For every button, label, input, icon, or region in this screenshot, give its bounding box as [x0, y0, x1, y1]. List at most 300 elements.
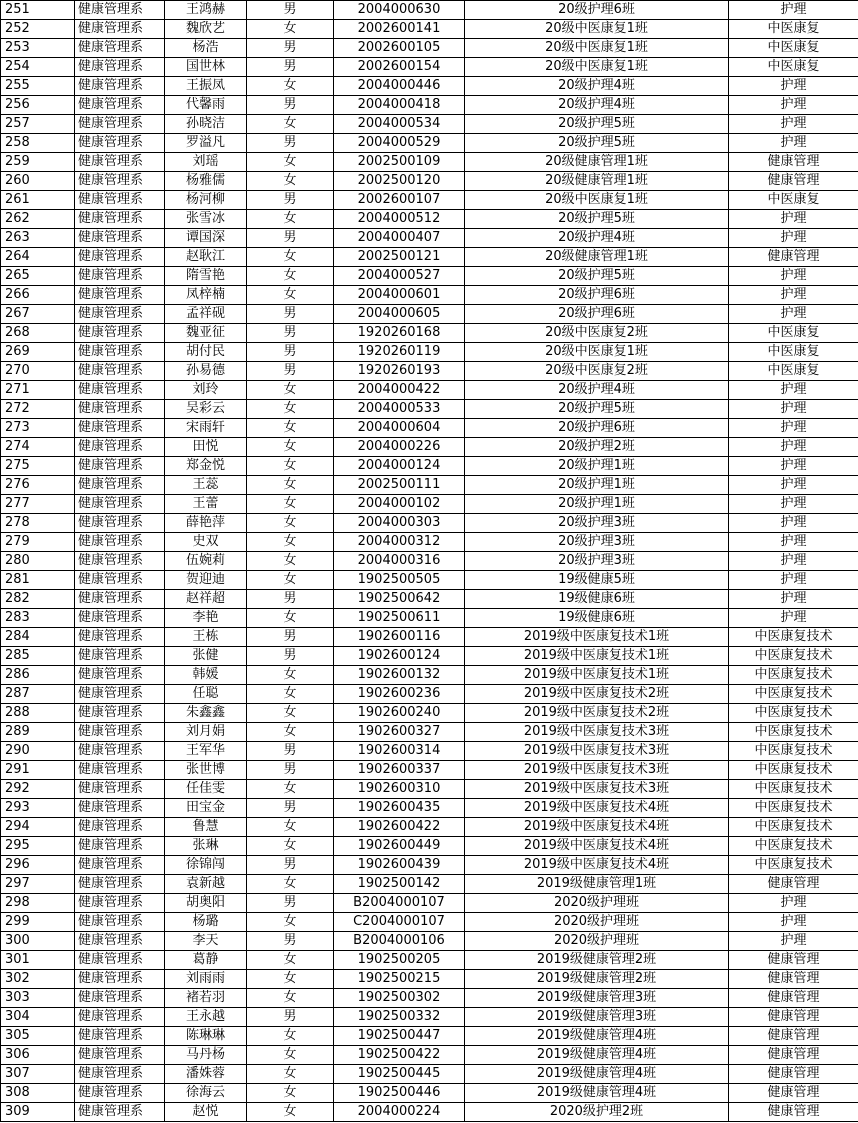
student-id-cell: 1902600236 — [334, 685, 465, 704]
class-cell: 20级中医康复1班 — [465, 20, 729, 39]
department-cell: 健康管理系 — [75, 628, 165, 647]
name-cell: 杨河柳 — [165, 191, 247, 210]
student-id-cell: 2004000224 — [334, 1103, 465, 1122]
major-cell: 护理 — [729, 400, 858, 419]
major-cell: 中医康复技术 — [729, 780, 858, 799]
table-row — [1, 799, 858, 818]
row-number-cell: 277 — [1, 495, 75, 514]
class-cell: 2019级中医康复技术3班 — [465, 723, 729, 742]
major-cell: 中医康复技术 — [729, 742, 858, 761]
major-cell: 中医康复技术 — [729, 666, 858, 685]
table-row — [1, 172, 858, 191]
name-cell: 魏欣艺 — [165, 20, 247, 39]
row-number-cell: 266 — [1, 286, 75, 305]
major-cell: 健康管理 — [729, 1008, 858, 1027]
name-cell: 史双 — [165, 533, 247, 552]
student-id-cell: 1902600422 — [334, 818, 465, 837]
department-cell: 健康管理系 — [75, 1, 165, 20]
row-number-cell: 279 — [1, 533, 75, 552]
gender-cell: 女 — [247, 115, 334, 134]
row-number-cell: 287 — [1, 685, 75, 704]
table-row — [1, 476, 858, 495]
row-number-cell: 268 — [1, 324, 75, 343]
name-cell: 王蕾 — [165, 495, 247, 514]
class-cell: 20级护理6班 — [465, 305, 729, 324]
table-row — [1, 1046, 858, 1065]
student-id-cell: 1902500445 — [334, 1065, 465, 1084]
class-cell: 2019级健康管理2班 — [465, 951, 729, 970]
department-cell: 健康管理系 — [75, 552, 165, 571]
department-cell: 健康管理系 — [75, 533, 165, 552]
name-cell: 张世博 — [165, 761, 247, 780]
name-cell: 王鸿赫 — [165, 1, 247, 20]
name-cell: 胡奥阳 — [165, 894, 247, 913]
row-number-cell: 307 — [1, 1065, 75, 1084]
row-number-cell: 309 — [1, 1103, 75, 1122]
department-cell: 健康管理系 — [75, 495, 165, 514]
gender-cell: 男 — [247, 58, 334, 77]
student-id-cell: 2004000102 — [334, 495, 465, 514]
row-number-cell: 258 — [1, 134, 75, 153]
table-row — [1, 723, 858, 742]
gender-cell: 女 — [247, 400, 334, 419]
student-id-cell: 2004000601 — [334, 286, 465, 305]
department-cell: 健康管理系 — [75, 286, 165, 305]
major-cell: 健康管理 — [729, 1103, 858, 1122]
gender-cell: 女 — [247, 685, 334, 704]
gender-cell: 女 — [247, 609, 334, 628]
gender-cell: 女 — [247, 20, 334, 39]
major-cell: 护理 — [729, 381, 858, 400]
table-row — [1, 400, 858, 419]
student-id-cell: C2004000107 — [334, 913, 465, 932]
class-cell: 20级护理4班 — [465, 77, 729, 96]
row-number-cell: 282 — [1, 590, 75, 609]
table-row — [1, 628, 858, 647]
department-cell: 健康管理系 — [75, 932, 165, 951]
major-cell: 中医康复 — [729, 58, 858, 77]
gender-cell: 男 — [247, 856, 334, 875]
row-number-cell: 305 — [1, 1027, 75, 1046]
gender-cell: 男 — [247, 1, 334, 20]
class-cell: 20级护理4班 — [465, 96, 729, 115]
row-number-cell: 264 — [1, 248, 75, 267]
gender-cell: 女 — [247, 837, 334, 856]
department-cell: 健康管理系 — [75, 1027, 165, 1046]
major-cell: 健康管理 — [729, 172, 858, 191]
department-cell: 健康管理系 — [75, 381, 165, 400]
department-cell: 健康管理系 — [75, 343, 165, 362]
department-cell: 健康管理系 — [75, 514, 165, 533]
major-cell: 中医康复 — [729, 191, 858, 210]
name-cell: 刘瑶 — [165, 153, 247, 172]
table-row — [1, 438, 858, 457]
class-cell: 20级中医康复1班 — [465, 191, 729, 210]
row-number-cell: 301 — [1, 951, 75, 970]
table-row — [1, 1008, 858, 1027]
gender-cell: 男 — [247, 894, 334, 913]
gender-cell: 男 — [247, 134, 334, 153]
gender-cell: 女 — [247, 514, 334, 533]
table-row — [1, 590, 858, 609]
table-row — [1, 856, 858, 875]
major-cell: 中医康复 — [729, 343, 858, 362]
department-cell: 健康管理系 — [75, 476, 165, 495]
row-number-cell: 261 — [1, 191, 75, 210]
student-id-cell: 1902600327 — [334, 723, 465, 742]
department-cell: 健康管理系 — [75, 742, 165, 761]
class-cell: 2019级中医康复技术4班 — [465, 799, 729, 818]
major-cell: 健康管理 — [729, 951, 858, 970]
gender-cell: 男 — [247, 1008, 334, 1027]
row-number-cell: 289 — [1, 723, 75, 742]
major-cell: 健康管理 — [729, 248, 858, 267]
row-number-cell: 254 — [1, 58, 75, 77]
class-cell: 2019级健康管理1班 — [465, 875, 729, 894]
row-number-cell: 292 — [1, 780, 75, 799]
student-id-cell: 2004000124 — [334, 457, 465, 476]
gender-cell: 女 — [247, 875, 334, 894]
name-cell: 郑金悦 — [165, 457, 247, 476]
name-cell: 王振凤 — [165, 77, 247, 96]
gender-cell: 女 — [247, 1103, 334, 1122]
class-cell: 20级护理5班 — [465, 115, 729, 134]
major-cell: 中医康复 — [729, 362, 858, 381]
department-cell: 健康管理系 — [75, 818, 165, 837]
student-id-cell: 2004000418 — [334, 96, 465, 115]
table-row — [1, 913, 858, 932]
row-number-cell: 294 — [1, 818, 75, 837]
class-cell: 20级护理6班 — [465, 286, 729, 305]
name-cell: 赵悦 — [165, 1103, 247, 1122]
student-id-cell: 1902500422 — [334, 1046, 465, 1065]
name-cell: 袁新越 — [165, 875, 247, 894]
row-number-cell: 296 — [1, 856, 75, 875]
table-row — [1, 419, 858, 438]
class-cell: 2020级护理班 — [465, 932, 729, 951]
row-number-cell: 265 — [1, 267, 75, 286]
gender-cell: 女 — [247, 951, 334, 970]
student-id-cell: 1902600435 — [334, 799, 465, 818]
major-cell: 护理 — [729, 77, 858, 96]
name-cell: 罗溢凡 — [165, 134, 247, 153]
row-number-cell: 269 — [1, 343, 75, 362]
name-cell: 宋雨轩 — [165, 419, 247, 438]
row-number-cell: 298 — [1, 894, 75, 913]
table-row — [1, 1084, 858, 1103]
name-cell: 杨璐 — [165, 913, 247, 932]
class-cell: 2019级中医康复技术4班 — [465, 837, 729, 856]
class-cell: 2019级中医康复技术2班 — [465, 685, 729, 704]
row-number-cell: 291 — [1, 761, 75, 780]
gender-cell: 男 — [247, 932, 334, 951]
row-number-cell: 306 — [1, 1046, 75, 1065]
class-cell: 20级中医康复1班 — [465, 39, 729, 58]
department-cell: 健康管理系 — [75, 153, 165, 172]
gender-cell: 女 — [247, 1027, 334, 1046]
department-cell: 健康管理系 — [75, 324, 165, 343]
name-cell: 凤梓楠 — [165, 286, 247, 305]
class-cell: 2019级健康管理4班 — [465, 1027, 729, 1046]
department-cell: 健康管理系 — [75, 191, 165, 210]
student-id-cell: 1902500611 — [334, 609, 465, 628]
major-cell: 护理 — [729, 210, 858, 229]
table-row — [1, 229, 858, 248]
class-cell: 2020级护理班 — [465, 913, 729, 932]
major-cell: 护理 — [729, 286, 858, 305]
student-id-cell: 1902500332 — [334, 1008, 465, 1027]
major-cell: 护理 — [729, 533, 858, 552]
major-cell: 中医康复技术 — [729, 818, 858, 837]
student-id-cell: 1902500302 — [334, 989, 465, 1008]
class-cell: 2019级健康管理3班 — [465, 1008, 729, 1027]
row-number-cell: 257 — [1, 115, 75, 134]
class-cell: 2019级中医康复技术1班 — [465, 666, 729, 685]
student-id-cell: 1920260193 — [334, 362, 465, 381]
gender-cell: 女 — [247, 77, 334, 96]
gender-cell: 男 — [247, 590, 334, 609]
student-id-cell: 2004000630 — [334, 1, 465, 20]
department-cell: 健康管理系 — [75, 267, 165, 286]
gender-cell: 女 — [247, 913, 334, 932]
name-cell: 魏亚征 — [165, 324, 247, 343]
student-id-cell: 2004000422 — [334, 381, 465, 400]
class-cell: 19级健康6班 — [465, 609, 729, 628]
table-row — [1, 115, 858, 134]
department-cell: 健康管理系 — [75, 856, 165, 875]
table-row — [1, 1103, 858, 1122]
class-cell: 2019级中医康复技术3班 — [465, 761, 729, 780]
name-cell: 刘雨雨 — [165, 970, 247, 989]
name-cell: 薛艳萍 — [165, 514, 247, 533]
table-row — [1, 533, 858, 552]
department-cell: 健康管理系 — [75, 172, 165, 191]
class-cell: 2020级护理班 — [465, 894, 729, 913]
student-id-cell: 2002600141 — [334, 20, 465, 39]
table-row — [1, 210, 858, 229]
name-cell: 胡付民 — [165, 343, 247, 362]
table-row — [1, 305, 858, 324]
row-number-cell: 263 — [1, 229, 75, 248]
class-cell: 2019级中医康复技术4班 — [465, 818, 729, 837]
table-row — [1, 875, 858, 894]
student-id-cell: 1902600310 — [334, 780, 465, 799]
department-cell: 健康管理系 — [75, 666, 165, 685]
student-id-cell: B2004000107 — [334, 894, 465, 913]
major-cell: 护理 — [729, 267, 858, 286]
table-row — [1, 571, 858, 590]
name-cell: 赵耿江 — [165, 248, 247, 267]
name-cell: 任聪 — [165, 685, 247, 704]
name-cell: 刘玲 — [165, 381, 247, 400]
row-number-cell: 300 — [1, 932, 75, 951]
name-cell: 赵祥超 — [165, 590, 247, 609]
table-row — [1, 552, 858, 571]
table-row — [1, 1065, 858, 1084]
table-row — [1, 324, 858, 343]
class-cell: 19级健康5班 — [465, 571, 729, 590]
table-row — [1, 96, 858, 115]
department-cell: 健康管理系 — [75, 96, 165, 115]
major-cell: 护理 — [729, 438, 858, 457]
class-cell: 20级护理4班 — [465, 381, 729, 400]
table-row — [1, 267, 858, 286]
major-cell: 健康管理 — [729, 1046, 858, 1065]
gender-cell: 女 — [247, 989, 334, 1008]
table-row — [1, 647, 858, 666]
department-cell: 健康管理系 — [75, 837, 165, 856]
name-cell: 张雪冰 — [165, 210, 247, 229]
name-cell: 谭国深 — [165, 229, 247, 248]
row-number-cell: 302 — [1, 970, 75, 989]
row-number-cell: 259 — [1, 153, 75, 172]
class-cell: 2019级中医康复技术3班 — [465, 780, 729, 799]
major-cell: 护理 — [729, 552, 858, 571]
student-id-cell: 1920260168 — [334, 324, 465, 343]
class-cell: 2019级健康管理3班 — [465, 989, 729, 1008]
row-number-cell: 262 — [1, 210, 75, 229]
major-cell: 中医康复技术 — [729, 856, 858, 875]
table-row — [1, 1, 858, 20]
gender-cell: 女 — [247, 172, 334, 191]
class-cell: 20级中医康复2班 — [465, 362, 729, 381]
table-row — [1, 286, 858, 305]
name-cell: 潘姝蓉 — [165, 1065, 247, 1084]
gender-cell: 女 — [247, 381, 334, 400]
table-row — [1, 704, 858, 723]
table-row — [1, 343, 858, 362]
department-cell: 健康管理系 — [75, 723, 165, 742]
student-id-cell: 2004000312 — [334, 533, 465, 552]
student-id-cell: 1902500205 — [334, 951, 465, 970]
row-number-cell: 273 — [1, 419, 75, 438]
row-number-cell: 303 — [1, 989, 75, 1008]
gender-cell: 女 — [247, 818, 334, 837]
table-row — [1, 742, 858, 761]
name-cell: 孟祥砚 — [165, 305, 247, 324]
row-number-cell: 293 — [1, 799, 75, 818]
gender-cell: 男 — [247, 647, 334, 666]
class-cell: 20级中医康复1班 — [465, 58, 729, 77]
class-cell: 2019级中医康复技术2班 — [465, 704, 729, 723]
department-cell: 健康管理系 — [75, 609, 165, 628]
department-cell: 健康管理系 — [75, 20, 165, 39]
gender-cell: 男 — [247, 324, 334, 343]
major-cell: 护理 — [729, 419, 858, 438]
student-id-cell: 2002600154 — [334, 58, 465, 77]
table-row — [1, 818, 858, 837]
gender-cell: 女 — [247, 1046, 334, 1065]
student-id-cell: 1902500142 — [334, 875, 465, 894]
student-id-cell: 2002500120 — [334, 172, 465, 191]
department-cell: 健康管理系 — [75, 1008, 165, 1027]
student-id-cell: 1902500642 — [334, 590, 465, 609]
student-id-cell: 2004000604 — [334, 419, 465, 438]
name-cell: 田悦 — [165, 438, 247, 457]
class-cell: 20级护理4班 — [465, 229, 729, 248]
department-cell: 健康管理系 — [75, 39, 165, 58]
class-cell: 20级护理2班 — [465, 438, 729, 457]
table-row — [1, 837, 858, 856]
department-cell: 健康管理系 — [75, 951, 165, 970]
student-id-cell: 2004000527 — [334, 267, 465, 286]
department-cell: 健康管理系 — [75, 134, 165, 153]
gender-cell: 女 — [247, 248, 334, 267]
name-cell: 李艳 — [165, 609, 247, 628]
department-cell: 健康管理系 — [75, 362, 165, 381]
class-cell: 20级护理1班 — [465, 476, 729, 495]
gender-cell: 男 — [247, 761, 334, 780]
major-cell: 护理 — [729, 609, 858, 628]
table-row — [1, 58, 858, 77]
gender-cell: 女 — [247, 552, 334, 571]
gender-cell: 女 — [247, 780, 334, 799]
class-cell: 2019级中医康复技术1班 — [465, 628, 729, 647]
row-number-cell: 251 — [1, 1, 75, 20]
row-number-cell: 284 — [1, 628, 75, 647]
class-cell: 2019级健康管理2班 — [465, 970, 729, 989]
student-id-cell: 2004000303 — [334, 514, 465, 533]
row-number-cell: 270 — [1, 362, 75, 381]
class-cell: 20级护理5班 — [465, 267, 729, 286]
name-cell: 王栋 — [165, 628, 247, 647]
major-cell: 护理 — [729, 590, 858, 609]
name-cell: 褚若羽 — [165, 989, 247, 1008]
gender-cell: 女 — [247, 704, 334, 723]
table-row — [1, 39, 858, 58]
major-cell: 护理 — [729, 913, 858, 932]
row-number-cell: 267 — [1, 305, 75, 324]
class-cell: 20级护理1班 — [465, 495, 729, 514]
student-id-cell: 2004000529 — [334, 134, 465, 153]
gender-cell: 女 — [247, 533, 334, 552]
class-cell: 20级护理3班 — [465, 552, 729, 571]
major-cell: 健康管理 — [729, 153, 858, 172]
department-cell: 健康管理系 — [75, 571, 165, 590]
major-cell: 护理 — [729, 571, 858, 590]
table-row — [1, 248, 858, 267]
gender-cell: 女 — [247, 723, 334, 742]
major-cell: 护理 — [729, 476, 858, 495]
department-cell: 健康管理系 — [75, 799, 165, 818]
student-id-cell: 1902600314 — [334, 742, 465, 761]
gender-cell: 女 — [247, 495, 334, 514]
department-cell: 健康管理系 — [75, 419, 165, 438]
table-row — [1, 362, 858, 381]
gender-cell: 男 — [247, 305, 334, 324]
department-cell: 健康管理系 — [75, 970, 165, 989]
department-cell: 健康管理系 — [75, 894, 165, 913]
department-cell: 健康管理系 — [75, 58, 165, 77]
table-row — [1, 20, 858, 39]
table-row — [1, 77, 858, 96]
table-row — [1, 951, 858, 970]
row-number-cell: 276 — [1, 476, 75, 495]
department-cell: 健康管理系 — [75, 913, 165, 932]
row-number-cell: 260 — [1, 172, 75, 191]
row-number-cell: 256 — [1, 96, 75, 115]
major-cell: 护理 — [729, 514, 858, 533]
student-id-cell: 1902600449 — [334, 837, 465, 856]
student-id-cell: 2002500111 — [334, 476, 465, 495]
gender-cell: 女 — [247, 267, 334, 286]
class-cell: 2019级健康管理4班 — [465, 1065, 729, 1084]
gender-cell: 男 — [247, 362, 334, 381]
gender-cell: 男 — [247, 191, 334, 210]
department-cell: 健康管理系 — [75, 1065, 165, 1084]
row-number-cell: 280 — [1, 552, 75, 571]
department-cell: 健康管理系 — [75, 685, 165, 704]
